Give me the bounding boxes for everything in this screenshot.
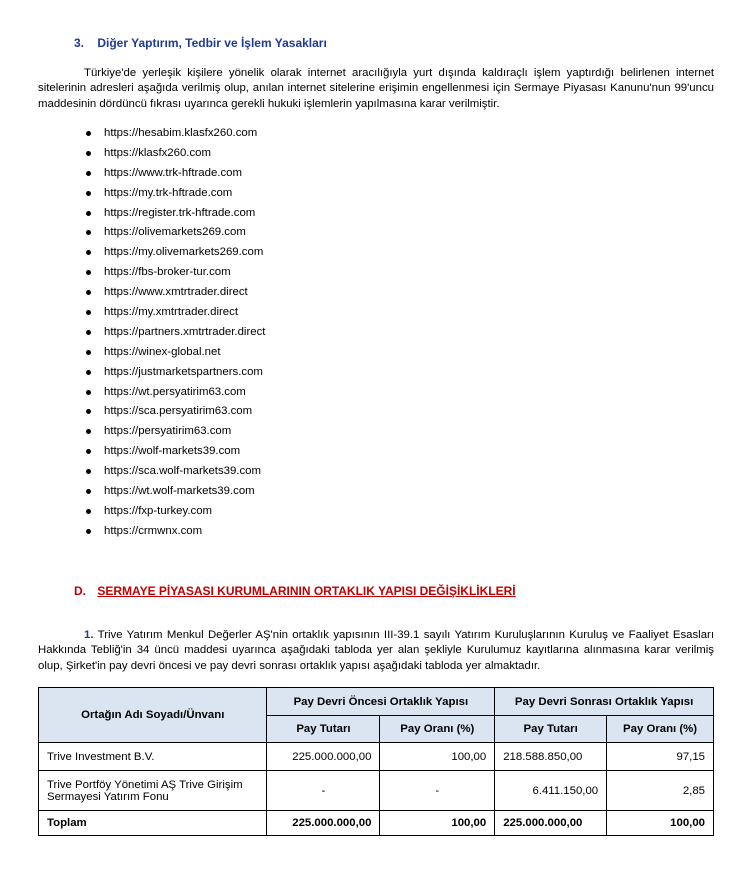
list-item [86, 522, 265, 542]
section-d-title: SERMAYE PİYASASI KURUMLARININ ORTAKLIK YAPISI DEĞİŞİKLİKLERİ [97, 584, 516, 598]
row-after-ratio: 2,85 [607, 771, 714, 811]
list-item [86, 343, 265, 363]
section-d-letter: D. [74, 584, 86, 598]
url-text: https://sca.persyatirim63.com [104, 405, 253, 418]
section-d-heading [74, 584, 516, 598]
total-after-ratio: 100,00 [607, 811, 714, 836]
table-row [39, 771, 714, 811]
total-before-amount: 225.000.000,00 [267, 811, 380, 836]
row-after-amount: 218.588.850,00 [495, 743, 607, 771]
bullet-icon [86, 151, 91, 156]
list-item [86, 502, 265, 522]
header-after-ratio: Pay Oranı (%) [607, 716, 714, 743]
url-text: https://crmwnx.com [104, 524, 203, 537]
bullet-icon [86, 390, 91, 395]
total-label: Toplam [39, 811, 267, 836]
bullet-icon [86, 350, 91, 355]
section-d-paragraph [38, 628, 714, 674]
section-d-item-number: 1. [84, 629, 94, 641]
list-item [86, 124, 265, 144]
bullet-icon [86, 429, 91, 434]
list-item [86, 422, 265, 442]
list-item [86, 144, 265, 164]
list-item [86, 164, 265, 184]
row-partner-name: Trive Investment B.V. [39, 743, 267, 771]
url-text: https://sca.wolf-markets39.com [104, 465, 261, 478]
bullet-icon [86, 529, 91, 534]
section-3-title: Diğer Yaptırım, Tedbir ve İşlem Yasakları [97, 36, 327, 50]
section-3-paragraph: Türkiye'de yerleşik kişilere yönelik olarak internet aracılığıyla yurt dışında kaldıraçlı işlem yaptırdığı belirlenen internet sitelerinin adresleri aşağıda verilmiş olup, anılan internet sitelerine erişimin engellenmesi için Sermaye Piyasası Kanunu'nun 99'uncu maddesinin dördüncü fıkrası uyarınca gerekli hukuki işlemlerin yapılmasına karar verilmiştir. [38, 67, 714, 110]
bullet-icon [86, 171, 91, 176]
bullet-icon [86, 131, 91, 136]
list-item [86, 283, 265, 303]
total-after-amount: 225.000.000,00 [495, 811, 607, 836]
list-item [86, 363, 265, 383]
list-item [86, 383, 265, 403]
list-item [86, 462, 265, 482]
section-3-number: 3. [74, 36, 85, 50]
row-after-amount: 6.411.150,00 [495, 771, 607, 811]
row-partner-name: Trive Portföy Yönetimi AŞ Trive Girişim Sermayesi Yatırım Fonu [39, 771, 267, 811]
bullet-icon [86, 211, 91, 216]
total-before-ratio: 100,00 [380, 811, 495, 836]
row-before-amount: 225.000.000,00 [267, 743, 380, 771]
url-text: https://www.xmtrtrader.direct [104, 286, 248, 299]
table-total-row [39, 811, 714, 836]
header-before-amount: Pay Tutarı [267, 716, 380, 743]
list-item [86, 204, 265, 224]
url-text: https://olivemarkets269.com [104, 226, 246, 239]
url-text: https://wolf-markets39.com [104, 445, 241, 458]
list-item [86, 482, 265, 502]
bullet-icon [86, 509, 91, 514]
bullet-icon [86, 270, 91, 275]
list-item [86, 402, 265, 422]
url-text: https://klasfx260.com [104, 146, 211, 159]
url-text: https://persyatirim63.com [104, 425, 232, 438]
bullet-icon [86, 330, 91, 335]
bullet-icon [86, 310, 91, 315]
list-item [86, 223, 265, 243]
table-row [39, 743, 714, 771]
header-after-amount: Pay Tutarı [495, 716, 607, 743]
url-text: https://my.trk-hftrade.com [104, 186, 233, 199]
row-after-ratio: 97,15 [607, 743, 714, 771]
url-text: https://my.olivemarkets269.com [104, 246, 264, 259]
bullet-icon [86, 250, 91, 255]
url-text: https://winex-global.net [104, 345, 221, 358]
url-text: https://fxp-turkey.com [104, 504, 213, 517]
url-text: https://justmarketspartners.com [104, 365, 263, 378]
bullet-icon [86, 191, 91, 196]
row-before-ratio: - [380, 771, 495, 811]
section-3-heading [74, 36, 327, 50]
section-d-paragraph-text: Trive Yatırım Menkul Değerler AŞ'nin ortaklık yapısının III-39.1 sayılı Yatırım Kuruluşlarının Kuruluş ve Faaliyet Esasları Hakkında Tebliğ'in 34 üncü maddesi uyarınca aşağıdaki tabloda yer alan şekliyle Kurulumuz kayıtlarına alınmasına karar verilmiş olup, Şirket'in pay devri öncesi ve pay devri sonrası ortaklık yapısı aşağıdaki tabloda yer almaktadır. [38, 629, 714, 672]
url-text: https://my.xmtrtrader.direct [104, 306, 238, 319]
list-item [86, 263, 265, 283]
row-before-ratio: 100,00 [380, 743, 495, 771]
header-before-group: Pay Devri Öncesi Ortaklık Yapısı [267, 688, 495, 716]
header-partner: Ortağın Adı Soyadı/Ünvanı [39, 688, 267, 743]
bullet-icon [86, 469, 91, 474]
url-text: https://partners.xmtrtrader.direct [104, 325, 266, 338]
list-item [86, 243, 265, 263]
list-item [86, 442, 265, 462]
list-item [86, 323, 265, 343]
url-list [86, 124, 265, 542]
bullet-icon [86, 230, 91, 235]
bullet-icon [86, 370, 91, 375]
url-text: https://hesabim.klasfx260.com [104, 127, 258, 139]
bullet-icon [86, 290, 91, 295]
list-item [86, 184, 265, 204]
bullet-icon [86, 449, 91, 454]
url-text: https://register.trk-hftrade.com [104, 206, 256, 219]
bullet-icon [86, 409, 91, 414]
list-item [86, 303, 265, 323]
url-text: https://wt.wolf-markets39.com [104, 485, 255, 498]
ownership-table [38, 687, 714, 836]
header-before-ratio: Pay Oranı (%) [380, 716, 495, 743]
url-text: https://wt.persyatirim63.com [104, 385, 246, 398]
url-text: https://fbs-broker-tur.com [104, 266, 231, 279]
bullet-icon [86, 489, 91, 494]
url-text: https://www.trk-hftrade.com [104, 166, 242, 179]
row-before-amount: - [267, 771, 380, 811]
table-header-row [39, 688, 714, 716]
header-after-group: Pay Devri Sonrası Ortaklık Yapısı [495, 688, 714, 716]
